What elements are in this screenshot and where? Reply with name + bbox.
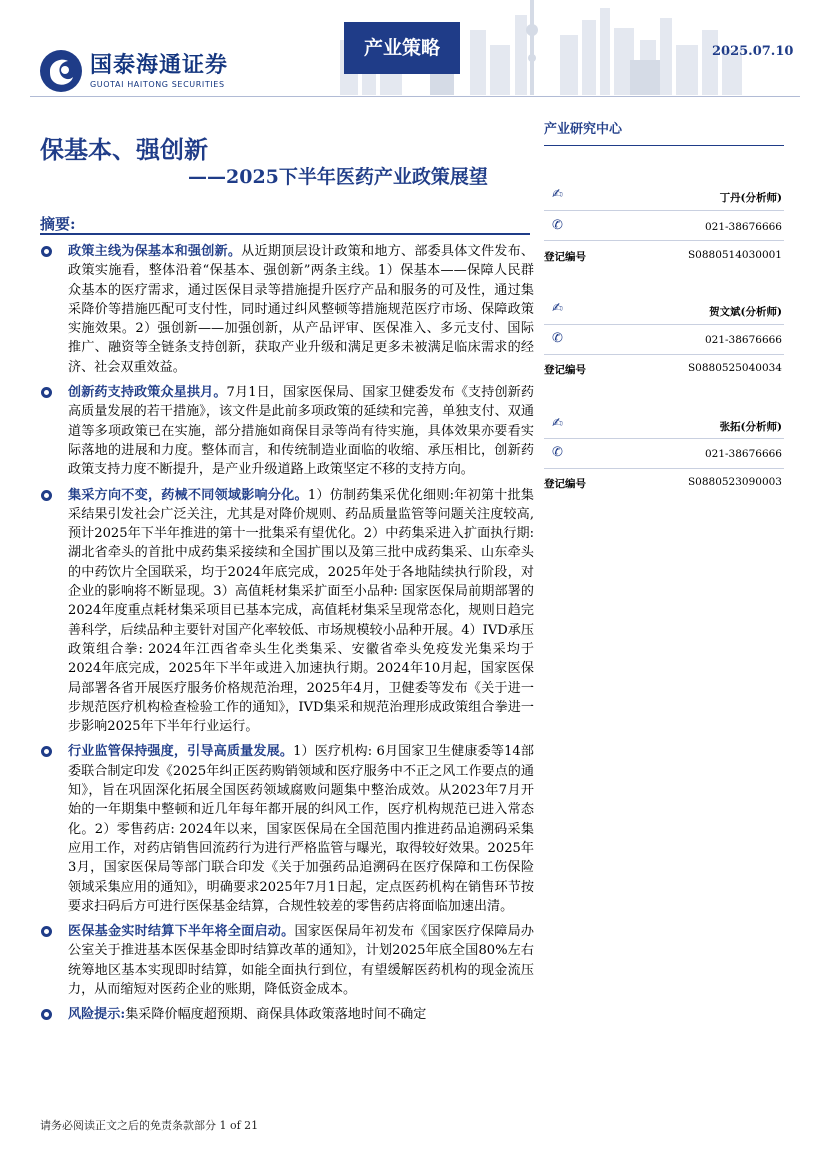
- bullet-icon: [41, 387, 52, 398]
- bullet-text: 1）医疗机构: 6月国家卫生健康委等14部委联合制定印发《2025年纠正医药购销领域和医疗服务中不正之风工作要点的通知》，旨在巩固深化拓展全国医药领域腐败问题集中整治成效。从2023年7月开始的一年期集中整顿和近几年每年都开展的纠风工作，医疗机构规范已进入常态化。2）零售药店: 2024年以来，国家医保局在全国范围内推进药品追溯码采集应用工作，对药店销售回流药行为进行严格监管与曝光，取得较好效果。2025年3月，国家医保局等部门联合印发《关于加强药品追溯码在医疗保障和工伤保险领域采集应用的通知》，明确要求2025年7月1日起，定点医药机构在销售环节按要求扫码后方可进行医保基金结算，合规性较差的零售药店将面临加速出清。: [68, 744, 534, 914]
- analyst-icon: ✍: [552, 416, 563, 431]
- bullet-icon: [41, 1009, 52, 1020]
- bullet-lead: 风险提示:: [68, 1007, 126, 1023]
- analyst-phone: 021-38676666: [704, 221, 782, 233]
- bullet-lead: 医保基金实时结算下半年将全面启动。: [68, 924, 295, 940]
- registration-label: 登记编号: [544, 364, 586, 376]
- analyst-name: 贺文斌(分析师): [709, 306, 782, 318]
- bullet-item: [40, 742, 534, 916]
- registration-number: S0880514030001: [687, 249, 782, 261]
- row-divider: [544, 240, 784, 241]
- bullet-lead: 创新药支持政策众星拱月。: [68, 385, 227, 401]
- bullet-icon: [41, 490, 52, 501]
- analyst-icon: ✍: [552, 301, 563, 316]
- bullet-item: [40, 383, 534, 479]
- bullet-text: 国家医保局年初发布《国家医疗保障局办公室关于推进基本医保基金即时结算改革的通知》，计划2025年底全国80%左右统筹地区基本实现即时结算，如能全面执行到位，有望缓解医药机构的现金流压力，从而缩短对医药企业的账期，降低资金成本。: [68, 924, 534, 997]
- bullet-lead: 集采方向不变，药械不同领域影响分化。: [68, 487, 308, 503]
- bullet-text: 7月1日，国家医保局、国家卫健委发布《支持创新药高质量发展的若干措施》，该文件是此前多项政策的延续和完善，单独支付、双通道等多项政策已在实施，部分措施如商保目录等尚有待实施，具体效果亦要看实际落地的进展和力度。整体而言，和传统制造业面临的收缩、承压相比，创新药政策支持力度不断提升，是产业升级道路上政策坚定不移的支持方向。: [68, 385, 534, 478]
- report-date: 2025.07.10: [712, 44, 794, 59]
- report-subtitle: ——2025下半年医药产业政策展望: [188, 166, 488, 188]
- row-divider: [544, 468, 784, 469]
- analyst-phone: 021-38676666: [704, 334, 782, 346]
- bullet-text: 从近期顶层设计政策和地方、部委具体文件发布、政策实施看，整体沿着“保基本、强创新”两条主线。1）保基本——保障人民群众基本的医疗需求，通过医保目录等措施提升医疗产品和服务的可及性，通过集采降价等措施匹配可支付性，同时通过纠风整顿等措施规范医疗市场、保障政策实施效果。2）强创新——加强创新，从产品评审、医保准入、多元支付、国际推广、融资等全链条支持创新，获取产业升级和满足更多未被满足临床需求的经济、社会双重效益。: [68, 244, 535, 375]
- registration-label: 登记编号: [544, 478, 586, 490]
- registration-label: 登记编号: [544, 251, 586, 263]
- bullet-lead: 政策主线为保基本和强创新。: [68, 244, 242, 259]
- phone-icon: ✆: [552, 445, 563, 460]
- analyst-icon: ✍: [552, 187, 563, 202]
- phone-icon: ✆: [552, 218, 563, 233]
- phone-icon: ✆: [552, 331, 563, 346]
- report-category-badge: 产业策略: [344, 22, 460, 74]
- analyst-card: [544, 382, 784, 500]
- logo-icon: [38, 48, 84, 94]
- logo-english-name: GUOTAI HAITONG SECURITIES: [90, 79, 225, 89]
- bullet-item: [40, 486, 534, 737]
- research-center-name: 产业研究中心: [544, 122, 623, 137]
- header-divider: [30, 96, 800, 97]
- abstract-heading: 摘要:: [40, 215, 76, 233]
- bullet-text: 1）仿制药集采优化细则:年初第十批集采结果引发社会广泛关注，尤其是对降价规则、药品质量监管等问题关注度较高,预计2025年下半年推进的第十一批集采有望优化。2）中药集采进入扩面执行期: 湖北省牵头的首批中成药集采接续和全国扩围以及第三批中成药集采、山东牵头的中药饮片全国联采，均于2024年底完成，2025年处于各地陆续执行阶段，对企业的影响将不断显现。3）高值耗材集采扩面至小品种: 国家医保局前期部署的2024年度重点耗材集采项目已基本完成，高值耗材集采呈现常态化，规则日趋完善科学，后续品种主要针对国产化率较低、市场规模较小品种开展。4）IVD承压政策组合拳: 2024年江西省牵头生化类集采、安徽省牵头免疫发光集采均于2024年底完成，2025年下半年或进入加速执行期。2024年10月起，国家医保局部署各省开展医疗服务价格规范治理，2025年4月，卫健委等发布《关于进一步规范医疗机构检查检验工作的通知》，IVD集采和规范治理形成政策组合拳进一步影响2025年下半年行业运行。: [68, 487, 535, 735]
- page-footer: 请务必阅读正文之后的免责条款部分 1 of 21: [40, 1119, 259, 1132]
- analyst-sidebar: [544, 108, 784, 500]
- bullet-text: 集采降价幅度超预期、商保具体政策落地时间不确定: [125, 1007, 427, 1023]
- company-logo: [38, 48, 228, 94]
- abstract-bullet-list: [40, 242, 534, 1031]
- bullet-item: [40, 922, 534, 999]
- abstract-divider: [40, 233, 530, 235]
- analyst-phone: 021-38676666: [704, 448, 782, 460]
- analyst-card: [544, 146, 784, 264]
- bullet-icon: [41, 246, 52, 257]
- report-title: 保基本、强创新: [40, 135, 208, 164]
- logo-chinese-name: 国泰海通证券: [90, 52, 229, 78]
- analyst-name: 丁丹(分析师): [719, 192, 782, 204]
- registration-number: S0880525040034: [687, 362, 782, 374]
- registration-number: S0880523090003: [687, 476, 782, 488]
- bullet-icon: [41, 926, 52, 937]
- row-divider: [544, 354, 784, 355]
- bullet-item-risk: [40, 1005, 534, 1024]
- row-divider: [544, 438, 784, 439]
- bullet-icon: [41, 746, 52, 757]
- bullet-item: [40, 242, 534, 377]
- bullet-lead: 行业监管保持强度，引导高质量发展。: [68, 744, 294, 760]
- row-divider: [544, 324, 784, 325]
- row-divider: [544, 210, 784, 211]
- page-header: [0, 0, 826, 100]
- analyst-card: [544, 264, 784, 382]
- analyst-name: 张拓(分析师): [719, 421, 782, 433]
